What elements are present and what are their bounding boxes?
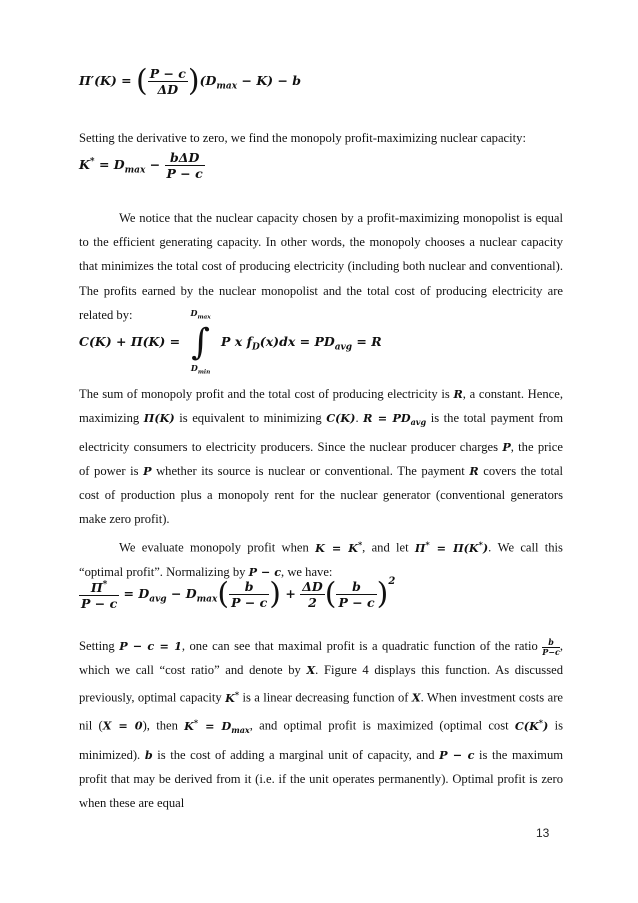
paragraph-setting-derivative: Setting the derivative to zero, we find the monopoly profit-maximizing nuclear capacity:: [79, 131, 526, 145]
equation-normalized-profit: $\frac{\Pi^*}{P - c}$ = $D_{avg} - D_{max}$( $\frac{b}{P - c}$ ) + $\frac{\Delta D}{2}$ ( $\frac{b}{P - c}$ )$^2$: [81, 576, 396, 612]
equation-derivative: Π′(K) = ( $\frac{P - c}{\Delta D}$ )$(D_{max} - K) - b$: [79, 63, 302, 99]
paragraph-sum-profit-cost: The sum of monopoly profit and the total cost of producing electricity is R, a constant. Hence, maximizing Π(K) is equivalent to minimizing C(K). $R = PD_{avg}$ is the total payment from electricity consumers to electricity producers. Since the nuclear producer charges P, the price of power is P whether its source is nuclear or conventional. The payment R covers the total cost of production plus a monopoly rent for the nuclear generator (conventional generators make zero profit).: [79, 387, 564, 527]
equation-cost-profit-sum: C(K) + Π(K) = $D_{max}$ ∫ $D_{min}$ P x $f_D(x)dx = PD_{avg} = R$: [79, 308, 382, 376]
paragraph-cost-ratio: Setting P − c = 1, one can see that maximal profit is a quadratic function of the ratio $\frac{b}{P-c}$ , which we call “cost ratio” and denote by X. Figure 4 displays this function. As discussed previously, optimal capacity K* is a linear decreasing function of X. When investment costs are nil (X = 0), then $K^* = D_{max}$, and optimal profit is maximized (optimal cost C(K*) is minimized). b is the cost of adding a marginal unit of capacity, and P − c is the maximum profit that may be derived from it (i.e. if the unit operates permanently). Optimal profit is zero when these are equal: [79, 636, 564, 810]
page-number: 13: [536, 826, 550, 840]
equation-kstar: $K^* = D_{max}$ − $\frac{\text{bΔD}}{P - c}$: [79, 150, 203, 181]
paragraph-optimal-profit: We evaluate monopoly profit when K = K*, and let Π* = Π(K*). We call this “optimal profit”. Normalizing by P − c, we have:: [79, 539, 563, 579]
paragraph-efficient-capacity: We notice that the nuclear capacity chosen by a profit-maximizing monopolist is equal to the efficient generating capacity. In other words, the monopoly chooses a nuclear capacity that minimizes the total cost of producing electricity (including both nuclear and conventional). The profits earned by the nuclear monopolist and the total cost of producing electricity are related by:: [79, 211, 563, 322]
